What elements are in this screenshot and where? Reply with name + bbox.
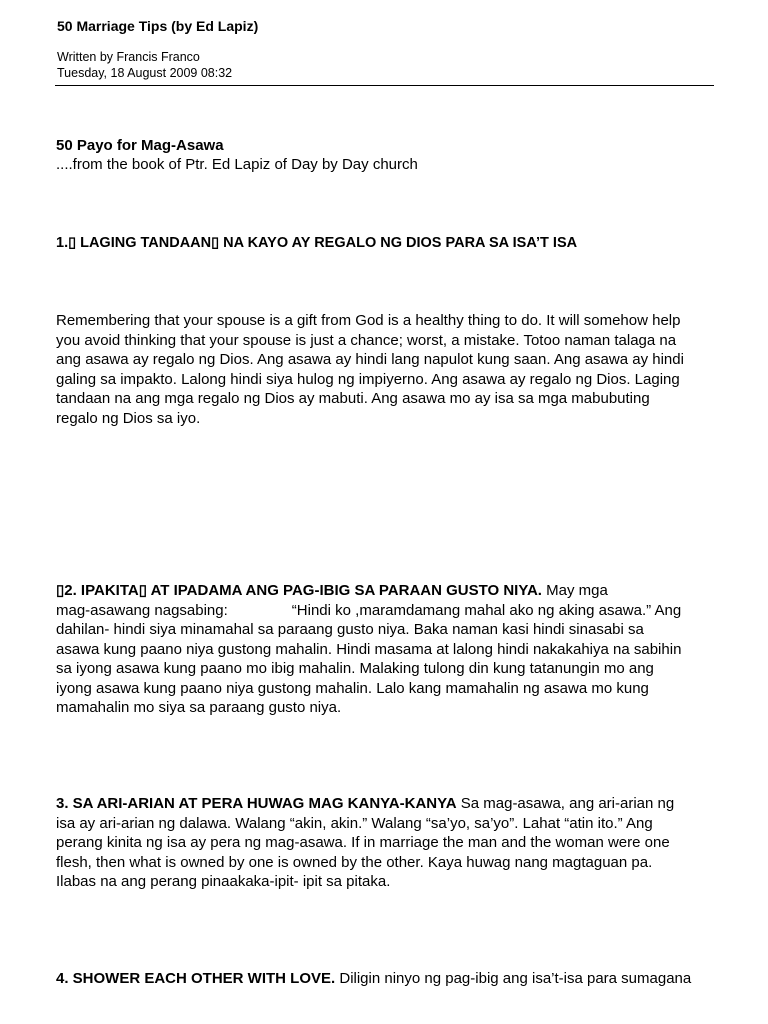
header-divider [55, 85, 714, 86]
tip-1-body [56, 311, 716, 428]
tip-2-line: dahilan- hindi siya minamahal sa paraang gusto niya. Baka naman kasi hindi sinasabi sa [56, 621, 644, 638]
tip-2-title: ▯2. IPAKITA▯ AT IPADAMA ANG PAG-IBIG SA PARAAN GUSTO NIYA. [56, 582, 542, 599]
tip-2-line: asawa kung paano niya gustong mahalin. Hindi masama at lalong hindi nakakahiya na sabihin [56, 640, 682, 658]
tip-3-line: Ilabas na ang perang pinaakaka-ipit- ipit sa pitaka. [56, 873, 391, 890]
tip-3-first-line [56, 794, 716, 814]
intro-block [56, 136, 716, 174]
tip-2-line2-b: “Hindi ko ,maramdamang mahal ako ng aking asawa.” Ang [291, 601, 682, 619]
tip-1-line: galing sa impakto. Lalong hindi siya hulog ng impiyerno. Ang asawa ay regalo ng Dios. Laging [56, 370, 680, 388]
tip-2-line2-a: mag-asawang nagsabing: [56, 601, 228, 619]
tip-1-heading [56, 233, 716, 254]
date-line: Tuesday, 18 August 2009 08:32 [57, 66, 233, 80]
tip-1-line: tandaan na ang mga regalo ng Dios ay mabuti. Ang asawa mo ay isa sa mga mabubuting [56, 390, 650, 407]
tip-2-line [56, 601, 716, 621]
tip-3-line: isa ay ari-arian ng dalawa. Walang “akin, akin.” Walang “sa’yo, sa’yo”. Lahat “atin ito.” Ang [56, 814, 653, 832]
intro-subtitle: ....from the book of Ptr. Ed Lapiz of Day by Day church [56, 156, 418, 173]
tip-2-line: iyong asawa kung paano niya gustong mahalin. Lalo kang mamahalin ng asawa mo kung [56, 679, 649, 697]
article-meta [57, 49, 232, 81]
author-line: Written by Francis Franco [57, 50, 200, 64]
tip-1-title: 1.▯ LAGING TANDAAN▯ NA KAYO AY REGALO NG DIOS PARA SA ISA’T ISA [56, 235, 578, 251]
tip-2 [56, 581, 716, 718]
tip-1-line: you avoid thinking that your spouse is just a chance; worst, a mistake. Totoo naman talaga na [56, 331, 677, 349]
tip-4 [56, 969, 716, 989]
tip-3-title: 3. SA ARI-ARIAN AT PERA HUWAG MAG KANYA-KANYA [56, 795, 457, 812]
tip-3-line: perang kinita ng isa ay pera ng mag-asawa. If in marriage the man and the woman were one [56, 834, 670, 851]
tip-3-lead: Sa mag-asawa, ang ari-arian ng [456, 795, 675, 812]
document-title: 50 Marriage Tips (by Ed Lapiz) [57, 18, 259, 34]
intro-title: 50 Payo for Mag-Asawa [56, 137, 224, 154]
tip-1-line: ang asawa ay regalo ng Dios. Ang asawa ay hindi lang napulot kung saan. Ang asawa ay hindi [56, 351, 684, 368]
tip-2-line: mamahalin mo siya sa paraang gusto niya. [56, 699, 342, 716]
tip-3-line: flesh, then what is owned by one is owned by the other. Kaya huwag nang magtaguan pa. [56, 853, 653, 871]
tip-4-lead: Diligin ninyo ng pag-ibig ang isa’t-isa para sumagana [335, 970, 692, 987]
tip-4-title: 4. SHOWER EACH OTHER WITH LOVE. [56, 970, 336, 987]
tip-3 [56, 794, 716, 892]
tip-1-line: regalo ng Dios sa iyo. [56, 409, 201, 427]
tip-2-lead: May mga [541, 582, 608, 599]
tip-2-first-line [56, 581, 716, 601]
tip-4-first-line [56, 969, 716, 989]
tip-1-line: Remembering that your spouse is a gift from God is a healthy thing to do. It will somehow help [56, 312, 681, 329]
tip-2-line: sa iyong asawa kung paano mo ibig mahalin. Malaking tulong din kung tatanungin mo ang [56, 660, 654, 677]
